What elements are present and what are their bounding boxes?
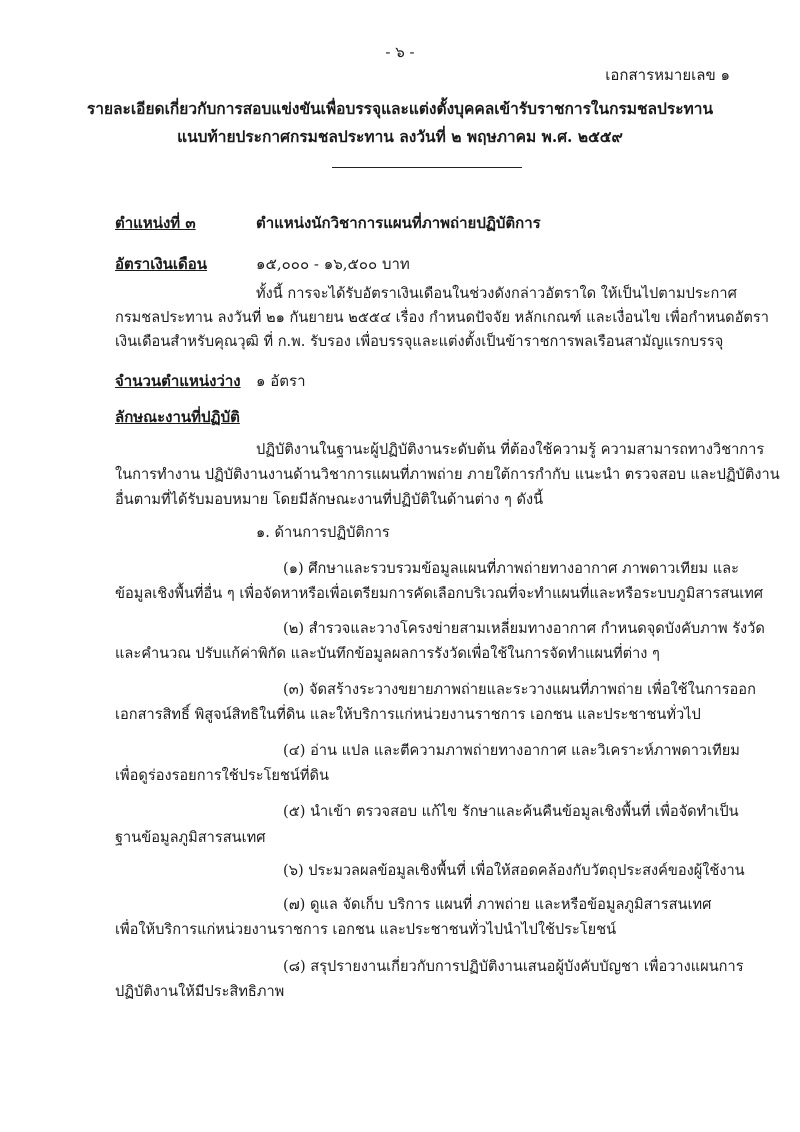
- document-title-line-1: รายละเอียดเกี่ยวกับการสอบแข่งขันเพื่อบรรจุและแต่งตั้งบุคคลเข้ารับราชการในกรมชลประทาน: [86, 99, 714, 118]
- duty-item-2-cont: และคำนวณ ปรับแก้ค่าพิกัด และบันทึกข้อมูลผลการรังวัดเพื่อใช้ในการจัดทำแผนที่ต่าง ๆ: [115, 645, 660, 662]
- duty-item-6-first: (๖) ประมวลผลข้อมูลเชิงพื้นที่ เพื่อให้สอดคล้องกับวัตถุประสงค์ของผู้ใช้งาน: [283, 862, 745, 879]
- salary-label: อัตราเงินเดือน: [115, 255, 208, 273]
- duty-item-5-cont: ฐานข้อมูลภูมิสารสนเทศ: [115, 829, 266, 846]
- duty-item-7-first: (๗) ดูแล จัดเก็บ บริการ แผนที่ ภาพถ่าย และหรือข้อมูลภูมิสารสนเทศ: [283, 896, 712, 913]
- duty-item-5-first: (๕) นำเข้า ตรวจสอบ แก้ไข รักษาและค้นคืนข้อมูลเชิงพื้นที่ เพื่อจัดทำเป็น: [283, 803, 739, 820]
- vacancy-label: จำนวนตำแหน่งว่าง: [115, 372, 241, 390]
- position-label: ตำแหน่งที่ ๓: [115, 214, 196, 232]
- salary-value: ๑๕,๐๐๐ - ๑๖,๕๐๐ บาท: [256, 255, 410, 273]
- duty-item-7-cont: เพื่อให้บริการแก่หน่วยงานราชการ เอกชน และประชาชนทั่วไปนำไปใช้ประโยชน์: [115, 921, 617, 938]
- position-title: ตำแหน่งนักวิชาการแผนที่ภาพถ่ายปฏิบัติการ: [256, 214, 541, 232]
- vacancy-value: ๑ อัตรา: [256, 372, 306, 390]
- duties-label: ลักษณะงานที่ปฏิบัติ: [115, 408, 240, 426]
- salary-note-line-2: กรมชลประทาน ลงวันที่ ๒๑ กันยายน ๒๕๕๔ เรื่อง กำหนดปัจจัย หลักเกณฑ์ และเงื่อนไข เพื่อกำหนดอัตรา: [115, 309, 769, 326]
- duty-item-1-cont: ข้อมูลเชิงพื้นที่อื่น ๆ เพื่อจัดหาหรือเพื่อเตรียมการคัดเลือกบริเวณที่จะทำแผนที่และหรือระบบภูมิสารสนเทศ: [115, 585, 764, 602]
- duties-intro-line-1: ปฏิบัติงานในฐานะผู้ปฏิบัติงานระดับต้น ที่ต้องใช้ความรู้ ความสามารถทางวิชาการ: [256, 441, 765, 458]
- title-separator: [332, 167, 522, 168]
- salary-note-line-3: เงินเดือนสำหรับคุณวุฒิ ที่ ก.พ. รับรอง เพื่อบรรจุและแต่งตั้งเป็นข้าราชการพลเรือนสามัญแรกบรรจุ: [115, 333, 724, 350]
- duty-item-1-first: (๑) ศึกษาและรวบรวมข้อมูลแผนที่ภาพถ่ายทางอากาศ ภาพดาวเทียม และ: [283, 560, 739, 577]
- duty-item-2-first: (๒) สำรวจและวางโครงข่ายสามเหลี่ยมทางอากาศ กำหนดจุดบังคับภาพ รังวัด: [283, 620, 765, 637]
- document-reference: เอกสารหมายเลข ๑: [605, 66, 730, 84]
- document-title-line-2: แนบท้ายประกาศกรมชลประทาน ลงวันที่ ๒ พฤษภาคม พ.ศ. ๒๕๕๙: [177, 127, 623, 146]
- duty-item-8-cont: ปฏิบัติงานให้มีประสิทธิภาพ: [115, 983, 285, 1000]
- duty-item-3-cont: เอกสารสิทธิ์ พิสูจน์สิทธิในที่ดิน และให้บริการแก่หน่วยงานราชการ เอกชน และประชาชนทั่วไป: [115, 706, 701, 723]
- duties-intro-line-3: อื่นตามที่ได้รับมอบหมาย โดยมีลักษณะงานที่ปฏิบัติในด้านต่าง ๆ ดังนี้: [115, 491, 544, 508]
- duty-item-4-cont: เพื่อดูร่องรอยการใช้ประโยชน์ที่ดิน: [115, 767, 329, 784]
- salary-note-line-1: ทั้งนี้ การจะได้รับอัตราเงินเดือนในช่วงดังกล่าวอัตราใด ให้เป็นไปตามประกาศ: [256, 285, 737, 302]
- duty-item-8-first: (๘) สรุปรายงานเกี่ยวกับการปฏิบัติงานเสนอผู้บังคับบัญชา เพื่อวางแผนการ: [283, 958, 744, 975]
- page-number: - ๖ -: [385, 43, 415, 61]
- duty-item-4-first: (๔) อ่าน แปล และตีความภาพถ่ายทางอากาศ และวิเคราะห์ภาพดาวเทียม: [283, 742, 740, 759]
- section-title-operations: ๑. ด้านการปฏิบัติการ: [256, 524, 390, 541]
- duty-item-3-first: (๓) จัดสร้างระวางขยายภาพถ่ายและระวางแผนที่ภาพถ่าย เพื่อใช้ในการออก: [283, 681, 756, 698]
- duties-intro-line-2: ในการทำงาน ปฏิบัติงานงานด้านวิชาการแผนที่ภาพถ่าย ภายใต้การกำกับ แนะนำ ตรวจสอบ และปฏิบัติงาน: [115, 466, 780, 483]
